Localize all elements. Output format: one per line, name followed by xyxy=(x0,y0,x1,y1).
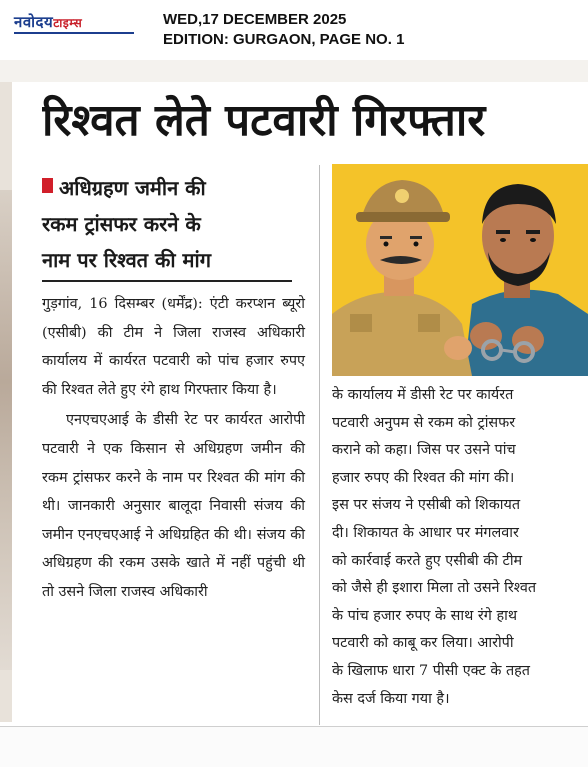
article-line: पटवारी को काबू कर लिया। आरोपी xyxy=(332,635,514,652)
article-line: इस पर संजय ने एसीबी को शिकायत xyxy=(332,497,521,514)
arrest-illustration xyxy=(332,164,588,376)
edition-date: WED,17 DECEMBER 2025 xyxy=(163,11,347,28)
article-line: को कार्रवाई करते हुए एसीबी की टीम xyxy=(332,552,523,569)
subheadline-line: नाम पर रिश्वत की मांग xyxy=(42,248,211,272)
article-subheadline xyxy=(42,170,292,278)
article-column-right xyxy=(332,382,588,713)
edition-info xyxy=(163,10,404,50)
logo-underline xyxy=(14,32,134,34)
red-bullet-marker xyxy=(42,178,53,193)
article-line: के कार्यालय में डीसी रेट पर कार्यरत xyxy=(332,387,514,403)
article-headline: रिश्वत लेते पटवारी गिरफ्तार xyxy=(42,95,486,146)
newspaper-logo xyxy=(14,12,82,32)
article-line: के पांच हजार रुपए के साथ रंगे हाथ xyxy=(332,607,518,624)
article-column-left xyxy=(42,290,305,607)
logo-sub: टाइम्स xyxy=(53,16,83,30)
article-line: केस दर्ज किया गया है। xyxy=(332,690,450,707)
article-line: दी। शिकायत के आधार पर मंगलवार xyxy=(332,524,519,541)
article-paragraph: एनएचएआई के डीसी रेट पर कार्यरत आरोपी पटवारी ने एक किसान से अधिग्रहण जमीन की रकम ट्रांसफर करने के नाम पर रिश्वत की मांग की थी। जानकारी अनुसार बालूदा निवासी संजय की जमीन एनएचएआई ने अधिग्रहित की थी। संजय की अधिग्रहण की रकम उसके खाते में नहीं पहुंची थी तो उसने जिला राजस्व अधिकारी xyxy=(42,412,305,600)
subheadline-line: रकम ट्रांसफर करने के xyxy=(42,212,201,236)
column-divider xyxy=(319,165,320,725)
subheadline-line: अधिग्रहण जमीन की xyxy=(42,170,292,206)
police-arrest-image xyxy=(332,164,588,376)
article-line: पटवारी अनुपम से रकम को ट्रांसफर xyxy=(332,414,516,431)
adjacent-photo-fragment xyxy=(0,190,12,670)
masthead xyxy=(0,0,588,60)
logo-main: नवोदय xyxy=(14,13,54,31)
clipping-edge xyxy=(0,60,588,82)
article-line: कराने को कहा। जिस पर उसने पांच xyxy=(332,442,516,459)
article-line: के खिलाफ धारा 7 पीसी एक्ट के तहत xyxy=(332,662,531,679)
edition-page: EDITION: GURGAON, PAGE NO. 1 xyxy=(163,31,405,48)
article-line: हजार रुपए की रिश्वत की मांग की। xyxy=(332,469,515,486)
subheadline-divider xyxy=(42,280,292,282)
article-line: को जैसे ही इशारा मिला तो उसने रिश्वत xyxy=(332,580,537,597)
article-paragraph: गुड़गांव, 16 दिसम्बर (धर्मेंद्र): एंटी करप्शन ब्यूरो (एसीबी) की टीम ने जिला राजस्व अधिकारी कार्यालय में कार्यरत पटवारी को पांच हजार रुपए की रिश्वत लेते हुए रंगे हाथ गिरफ्तार किया है। xyxy=(42,296,305,398)
next-article-edge xyxy=(0,727,588,767)
